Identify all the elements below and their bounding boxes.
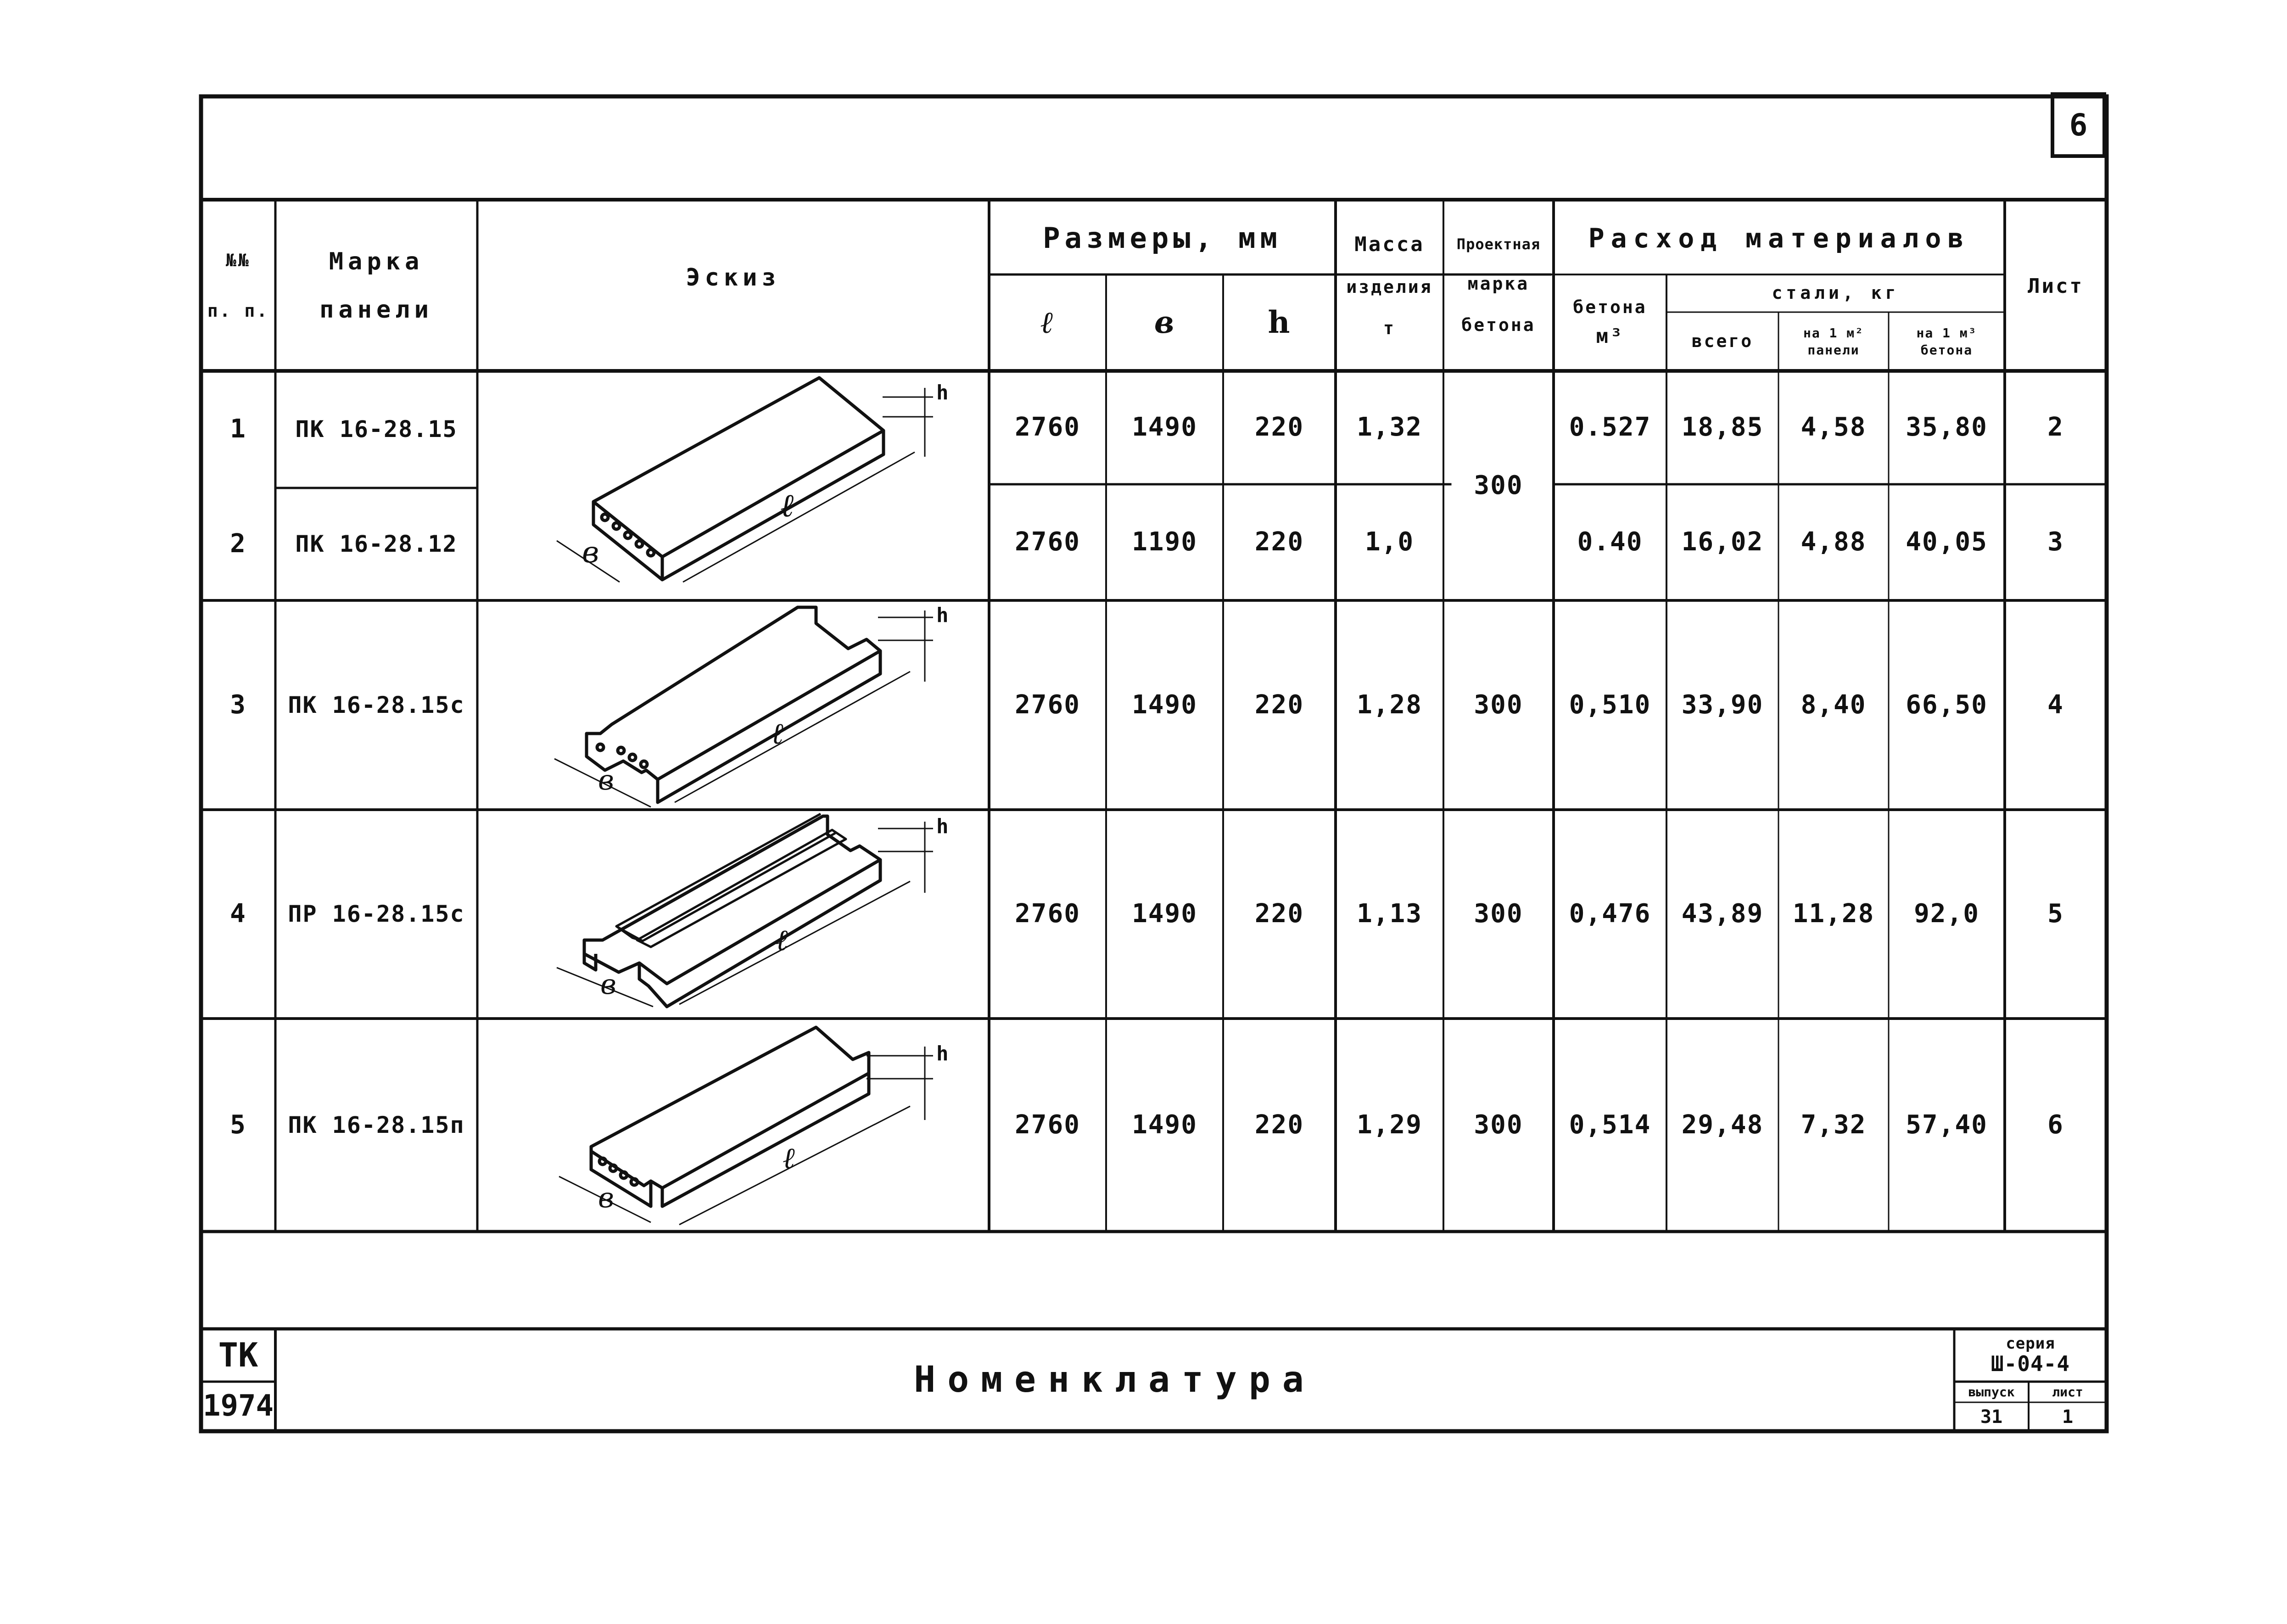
sketch3-l-label: ℓ: [776, 924, 788, 958]
row1-steel-m3: 35,80: [1906, 412, 1988, 442]
row5-b: 1490: [1132, 1109, 1197, 1140]
row4-h: 220: [1254, 899, 1304, 929]
header-dim-b: в: [1154, 304, 1175, 341]
header-sketch: Эскиз: [686, 263, 781, 291]
header-grade-line1: Проектная: [1456, 235, 1541, 253]
header-steel-per-m3-line1: на 1 м³: [1916, 325, 1977, 341]
row1-concrete: 0.527: [1569, 412, 1651, 442]
header-dim-h: h: [1268, 304, 1291, 341]
row3-mark: ПК 16-28.15с: [288, 691, 465, 718]
row1-steel-total: 18,85: [1681, 412, 1764, 442]
row4-grade: 300: [1474, 899, 1523, 929]
header-mass: [1336, 202, 1443, 370]
sheet-value: 1: [2062, 1406, 2074, 1428]
row5-grade: 300: [1474, 1109, 1523, 1140]
row2-steel-m3: 40,05: [1906, 527, 1988, 557]
row3-steel-m3: 66,50: [1906, 689, 1988, 720]
row2-l: 2760: [1015, 527, 1080, 557]
row3-num: 3: [230, 689, 246, 720]
row5-steel-m3: 57,40: [1906, 1109, 1988, 1140]
header-grade: [1443, 202, 1554, 370]
stamp-year: 1974: [202, 1389, 274, 1423]
row4-concrete: 0,476: [1569, 899, 1651, 929]
sketch4-b-label: в: [598, 1182, 614, 1214]
header-consumption: Расход материалов: [1588, 222, 1970, 254]
issue-label: выпуск: [1968, 1384, 2015, 1400]
row2-sheet: 3: [2047, 527, 2064, 557]
header-mark-line1: Марка: [329, 247, 424, 275]
header-mark: [275, 202, 477, 370]
header-number-line2: п. п.: [207, 300, 269, 321]
header-dim-l: ℓ: [1040, 304, 1055, 341]
row1-sheet: 2: [2047, 412, 2064, 442]
row2-num: 2: [230, 529, 246, 559]
header-grade-line3: бетона: [1461, 315, 1536, 336]
header-mark-line2: панели: [319, 296, 433, 324]
row5-l: 2760: [1015, 1109, 1080, 1140]
row5-mark: ПК 16-28.15п: [288, 1111, 465, 1138]
row1-mass: 1,32: [1357, 412, 1422, 442]
sketch4-h-label: h: [936, 1042, 949, 1065]
row5-sheet: 6: [2047, 1109, 2064, 1140]
row5-num: 5: [230, 1109, 246, 1140]
row3-steel-total: 33,90: [1681, 689, 1764, 720]
row4-num: 4: [230, 899, 246, 929]
row4-steel-m3: 92,0: [1914, 899, 1979, 929]
row3-l: 2760: [1015, 689, 1080, 720]
row3-h: 220: [1254, 689, 1304, 720]
header-concrete: [1554, 274, 1666, 371]
series-block: [1954, 1329, 2107, 1382]
row3-steel-m2: 8,40: [1801, 689, 1867, 720]
row4-mass: 1,13: [1357, 899, 1422, 929]
sketch3-h-label: h: [936, 815, 949, 838]
header-grade-line2: марка: [1467, 274, 1530, 294]
header-dimensions: Размеры, мм: [1043, 221, 1282, 255]
header-steel-per-m2-line2: панели: [1807, 342, 1860, 358]
sketch-slab-notched: [559, 1027, 933, 1225]
header-steel-per-m2-line1: на 1 м²: [1803, 325, 1864, 341]
row2-steel-total: 16,02: [1681, 527, 1764, 557]
row4-mark: ПР 16-28.15с: [288, 901, 465, 928]
document-title: Номенклатура: [914, 1359, 1316, 1400]
header-steel-per-m3: [1889, 312, 2005, 371]
row4-b: 1490: [1132, 899, 1197, 929]
header-sheet: Лист: [2028, 274, 2084, 298]
row1-h: 220: [1254, 412, 1304, 442]
row4-steel-total: 43,89: [1681, 899, 1764, 929]
header-mass-line2: изделия: [1346, 276, 1433, 297]
series-label: серия: [2006, 1334, 2055, 1353]
row3-b: 1490: [1132, 689, 1197, 720]
header-number-line1: №№: [226, 250, 251, 270]
row3-mass: 1,28: [1357, 689, 1422, 720]
row4-steel-m2: 11,28: [1792, 899, 1875, 929]
row1-steel-m2: 4,58: [1801, 412, 1867, 442]
series-value: Ш-04-4: [1991, 1351, 2070, 1377]
row1-l: 2760: [1015, 412, 1080, 442]
row1-2-grade: 300: [1474, 470, 1523, 500]
sketch1-b-label: в: [582, 536, 599, 570]
row2-concrete: 0.40: [1577, 527, 1643, 557]
sketch1-l-label: ℓ: [780, 487, 794, 524]
header-steel-total: всего: [1691, 331, 1754, 352]
row5-steel-m2: 7,32: [1801, 1109, 1867, 1140]
sketch4-l-label: ℓ: [783, 1142, 795, 1176]
row5-mass: 1,29: [1357, 1109, 1422, 1140]
row4-l: 2760: [1015, 899, 1080, 929]
stamp-org: ТК: [218, 1335, 258, 1374]
row1-mark: ПК 16-28.15: [295, 416, 458, 443]
row5-steel-total: 29,48: [1681, 1109, 1764, 1140]
sketch-slab-hollow: [557, 378, 933, 582]
sheet-label: лист: [2052, 1384, 2083, 1400]
row1-b: 1490: [1132, 412, 1197, 442]
sketch2-b-label: в: [598, 764, 614, 796]
header-concrete-line2: м³: [1596, 324, 1624, 348]
row1-num: 1: [230, 414, 246, 444]
header-number: [201, 202, 275, 370]
header-steel-per-m2: [1778, 312, 1889, 371]
row3-grade: 300: [1474, 689, 1523, 720]
sketch2-h-label: h: [936, 604, 949, 627]
sketch2-l-label: ℓ: [771, 717, 783, 751]
header-steel: стали, кг: [1772, 283, 1900, 303]
row4-sheet: 5: [2047, 899, 2064, 929]
header-mass-line3: т: [1383, 318, 1396, 338]
row2-mass: 1,0: [1364, 527, 1415, 557]
issue-value: 31: [1980, 1406, 2003, 1428]
header-mass-line1: Масса: [1354, 232, 1425, 256]
sketch3-b-label: в: [600, 969, 616, 1001]
page-number: 6: [2069, 107, 2088, 143]
row3-concrete: 0,510: [1569, 689, 1651, 720]
row3-sheet: 4: [2047, 689, 2064, 720]
header-concrete-line1: бетона: [1573, 297, 1647, 317]
row2-mark: ПК 16-28.12: [295, 531, 458, 558]
row5-h: 220: [1254, 1109, 1304, 1140]
sketch1-h-label: h: [936, 381, 949, 404]
row5-concrete: 0,514: [1569, 1109, 1651, 1140]
row2-h: 220: [1254, 527, 1304, 557]
row2-b: 1190: [1132, 527, 1197, 557]
row2-steel-m2: 4,88: [1801, 527, 1867, 557]
header-steel-per-m3-line2: бетона: [1920, 342, 1973, 358]
